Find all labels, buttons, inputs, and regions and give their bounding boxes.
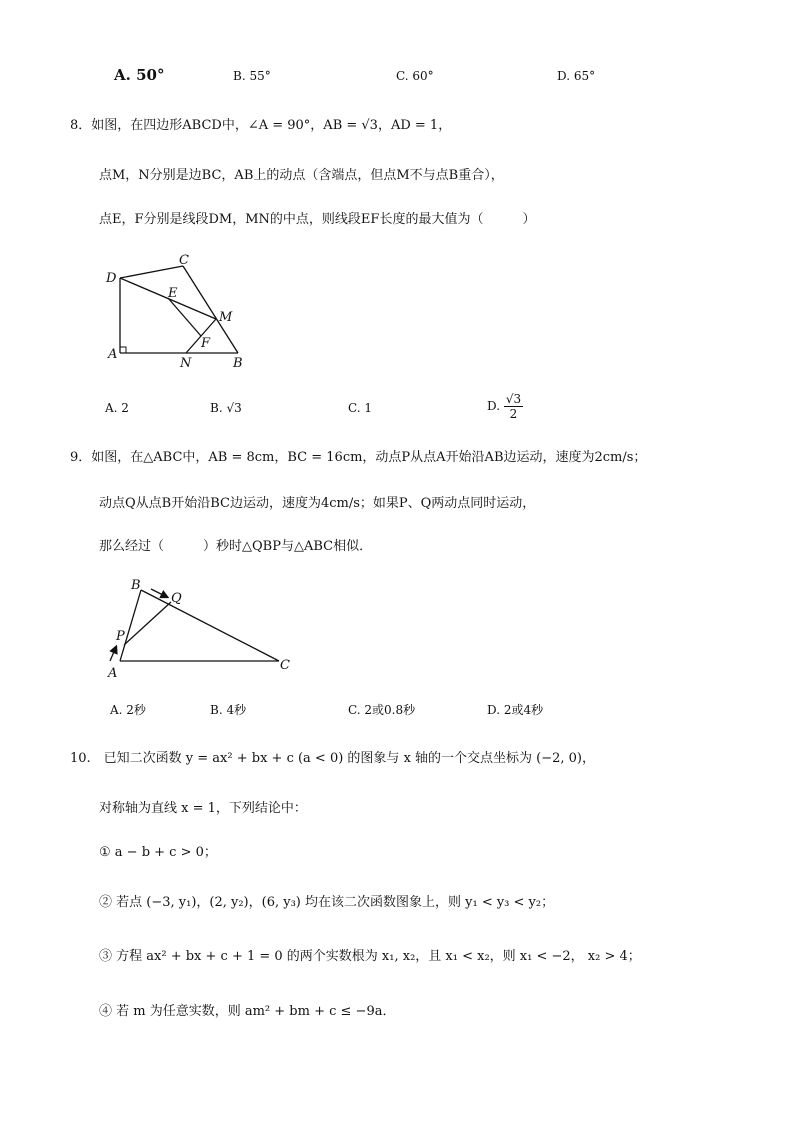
q9-stem-line1: 9．如图，在△ABC中，AB = 8cm，BC = 16cm，动点P从点A开始沿AB边运动，速度为2cm/s； [70,450,647,465]
q10-conclusion-2: ② 若点 (−3, y₁)，(2, y₂)，(6, y₃) 均在该二次函数图象上，则 y₁ < y₃ < y₂； [99,895,555,910]
q7-option-b: B. 55° [233,69,271,83]
q8-label-n: N [180,356,192,371]
q10-stem-line2: 对称轴为直线 x = 1，下列结论中： [99,801,307,816]
q8-label-d: D [106,271,117,286]
q9-label-p: P [116,629,125,644]
q8-option-d-numerator: √3 [505,392,522,406]
q9-option-c: C. 2或0.8秒 [348,703,416,717]
q8-label-c: C [179,253,189,268]
q10-conclusion-3: ③ 方程 ax² + bx + c + 1 = 0 的两个实数根为 x₁, x₂，且 x₁ < x₂，则 x₁ < −2， x₂ > 4； [99,949,641,964]
q8-option-b: B. √3 [210,401,242,415]
q10-conclusion-1: ① a − b + c > 0； [99,845,217,860]
q9-stem-line3: 那么经过（ ）秒时△QBP与△ABC相似． [99,539,373,554]
q9-option-d: D. 2或4秒 [487,703,544,717]
q7-option-a: A. 50° [114,66,165,84]
q9-option-a: A. 2秒 [110,703,146,717]
q8-option-a: A. 2 [105,401,129,415]
q8-option-d-prefix: D. [487,399,501,413]
q8-label-b: B [233,356,243,371]
q9-seg-ab [120,590,141,661]
q8-label-e: E [168,286,178,301]
q9-stem-line2: 动点Q从点B开始沿BC边运动，速度为4cm/s；如果P、Q两动点同时运动， [99,496,536,511]
q9-seg-bc [141,590,279,661]
q8-label-a: A [108,347,118,362]
q8-label-m: M [219,310,233,325]
q7-option-c: C. 60° [396,69,434,83]
q8-option-c: C. 1 [348,401,373,415]
q9-label-b: B [131,578,141,593]
q9-label-c: C [280,658,290,673]
q8-option-d-denominator: 2 [509,407,518,421]
q8-stem-line3: 点E，F分别是线段DM，MN的中点，则线段EF长度的最大值为（ ） [99,212,536,227]
q8-label-f: F [201,336,211,351]
q8-stem-line2: 点M，N分别是边BC，AB上的动点（含端点，但点M不与点B重合）， [99,168,504,183]
q9-label-q: Q [171,591,182,606]
q7-option-d: D. 65° [557,69,596,83]
q10-stem-line1: 10. 已知二次函数 y = ax² + bx + c (a < 0) 的图象与 x 轴的一个交点坐标为 (−2, 0)， [70,751,596,766]
q10-conclusion-4: ④ 若 m 为任意实数，则 am² + bm + c ≤ −9a． [99,1004,396,1019]
q9-arrow-p [110,647,116,661]
q8-stem-line1: 8．如图，在四边形ABCD中，∠A = 90°，AB = √3，AD = 1， [70,118,452,133]
q9-option-b: B. 4秒 [210,703,247,717]
q9-label-a: A [108,666,118,681]
